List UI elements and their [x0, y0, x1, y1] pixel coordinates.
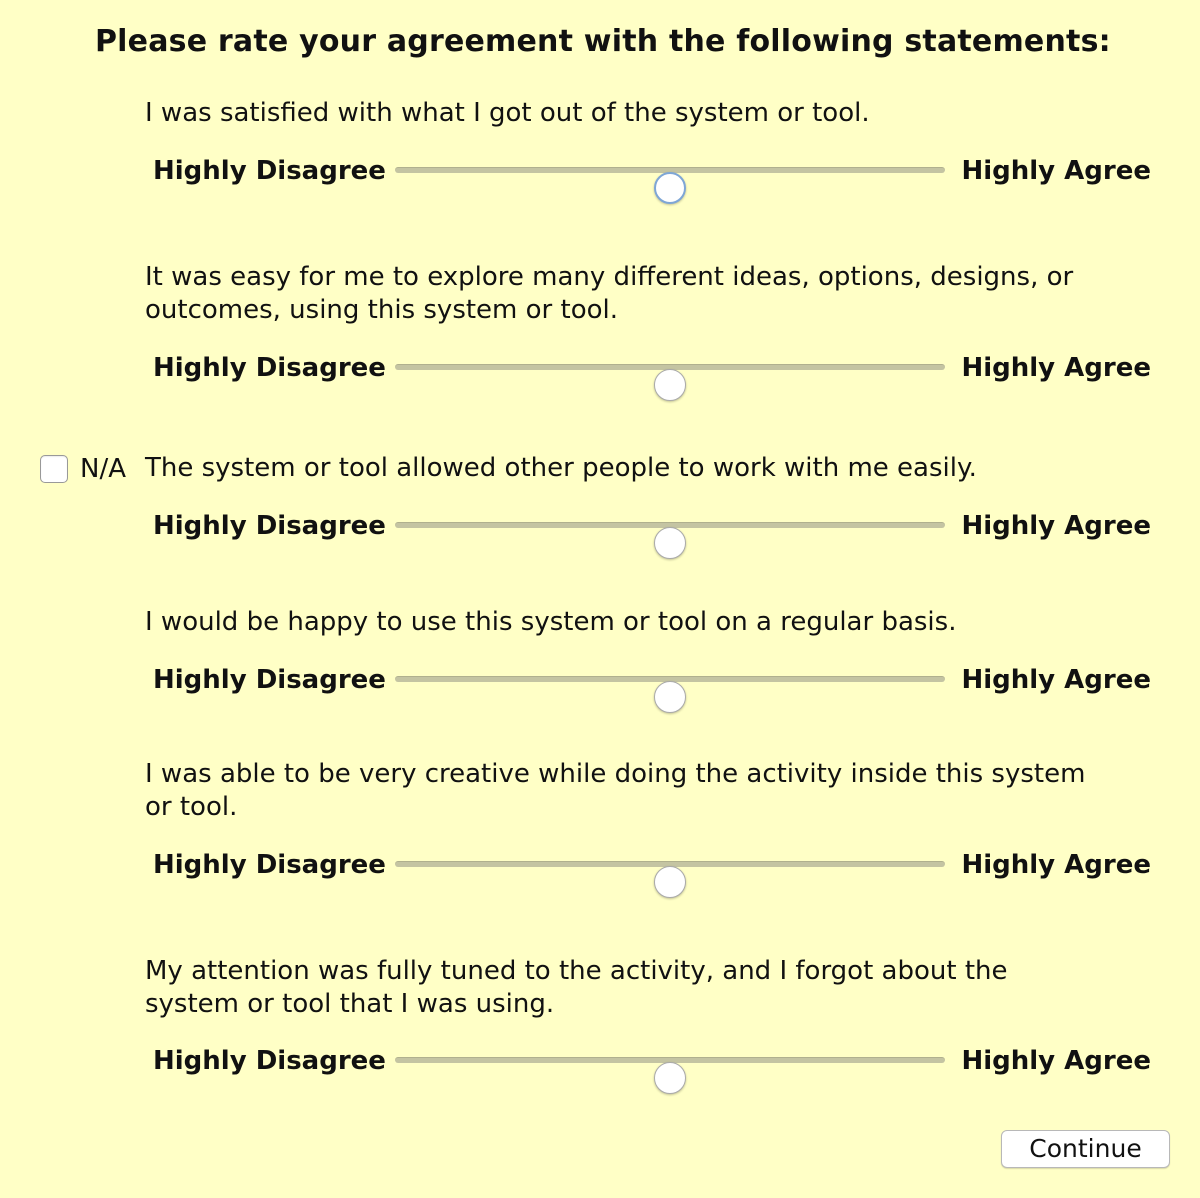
scale-label-disagree: Highly Disagree: [153, 156, 386, 186]
scale-label-disagree: Highly Disagree: [153, 1046, 386, 1076]
question-3-scale: [0, 505, 1200, 545]
scale-label-agree: Highly Agree: [961, 156, 1151, 186]
scale-label-agree: Highly Agree: [961, 511, 1151, 541]
question-5-scale: [0, 844, 1200, 884]
question-1-scale: [0, 150, 1200, 190]
question-5-slider-thumb[interactable]: [654, 866, 686, 898]
question-2-scale: [0, 347, 1200, 387]
question-2-slider-thumb[interactable]: [654, 369, 686, 401]
question-6-text: My attention was fully tuned to the activity, and I forgot about the system or tool that I was using.: [145, 956, 1008, 1019]
scale-label-agree: Highly Agree: [961, 353, 1151, 383]
question-1-slider-thumb[interactable]: [654, 172, 686, 204]
question-6-scale: [0, 1040, 1200, 1080]
scale-label-agree: Highly Agree: [961, 1046, 1151, 1076]
page-title: Please rate your agreement with the following statements:: [95, 24, 1111, 59]
question-3-slider-thumb[interactable]: [654, 527, 686, 559]
question-4-slider-thumb[interactable]: [654, 681, 686, 713]
question-4-scale: [0, 659, 1200, 699]
question-4-slider-track[interactable]: [395, 676, 945, 682]
scale-label-disagree: Highly Disagree: [153, 850, 386, 880]
question-2-slider-track[interactable]: [395, 364, 945, 370]
question-6-slider-track[interactable]: [395, 1057, 945, 1063]
na-label[interactable]: N/A: [80, 454, 126, 484]
question-6-slider-thumb[interactable]: [654, 1062, 686, 1094]
question-5-slider-track[interactable]: [395, 861, 945, 867]
scale-label-disagree: Highly Disagree: [153, 511, 386, 541]
scale-label-disagree: Highly Disagree: [153, 353, 386, 383]
continue-button[interactable]: Continue: [1001, 1130, 1170, 1168]
question-4-text: I would be happy to use this system or tool on a regular basis.: [145, 607, 957, 637]
question-2-text: It was easy for me to explore many different ideas, options, designs, or outcomes, using this system or tool.: [145, 262, 1074, 325]
question-3-text: The system or tool allowed other people to work with me easily.: [145, 453, 977, 483]
question-3-slider-track[interactable]: [395, 522, 945, 528]
scale-label-disagree: Highly Disagree: [153, 665, 386, 695]
question-1-text: I was satisfied with what I got out of the system or tool.: [145, 98, 870, 128]
scale-label-agree: Highly Agree: [961, 665, 1151, 695]
question-1-slider-track[interactable]: [395, 167, 945, 173]
na-checkbox[interactable]: [40, 455, 68, 483]
scale-label-agree: Highly Agree: [961, 850, 1151, 880]
question-5-text: I was able to be very creative while doing the activity inside this system or tool.: [145, 759, 1086, 822]
